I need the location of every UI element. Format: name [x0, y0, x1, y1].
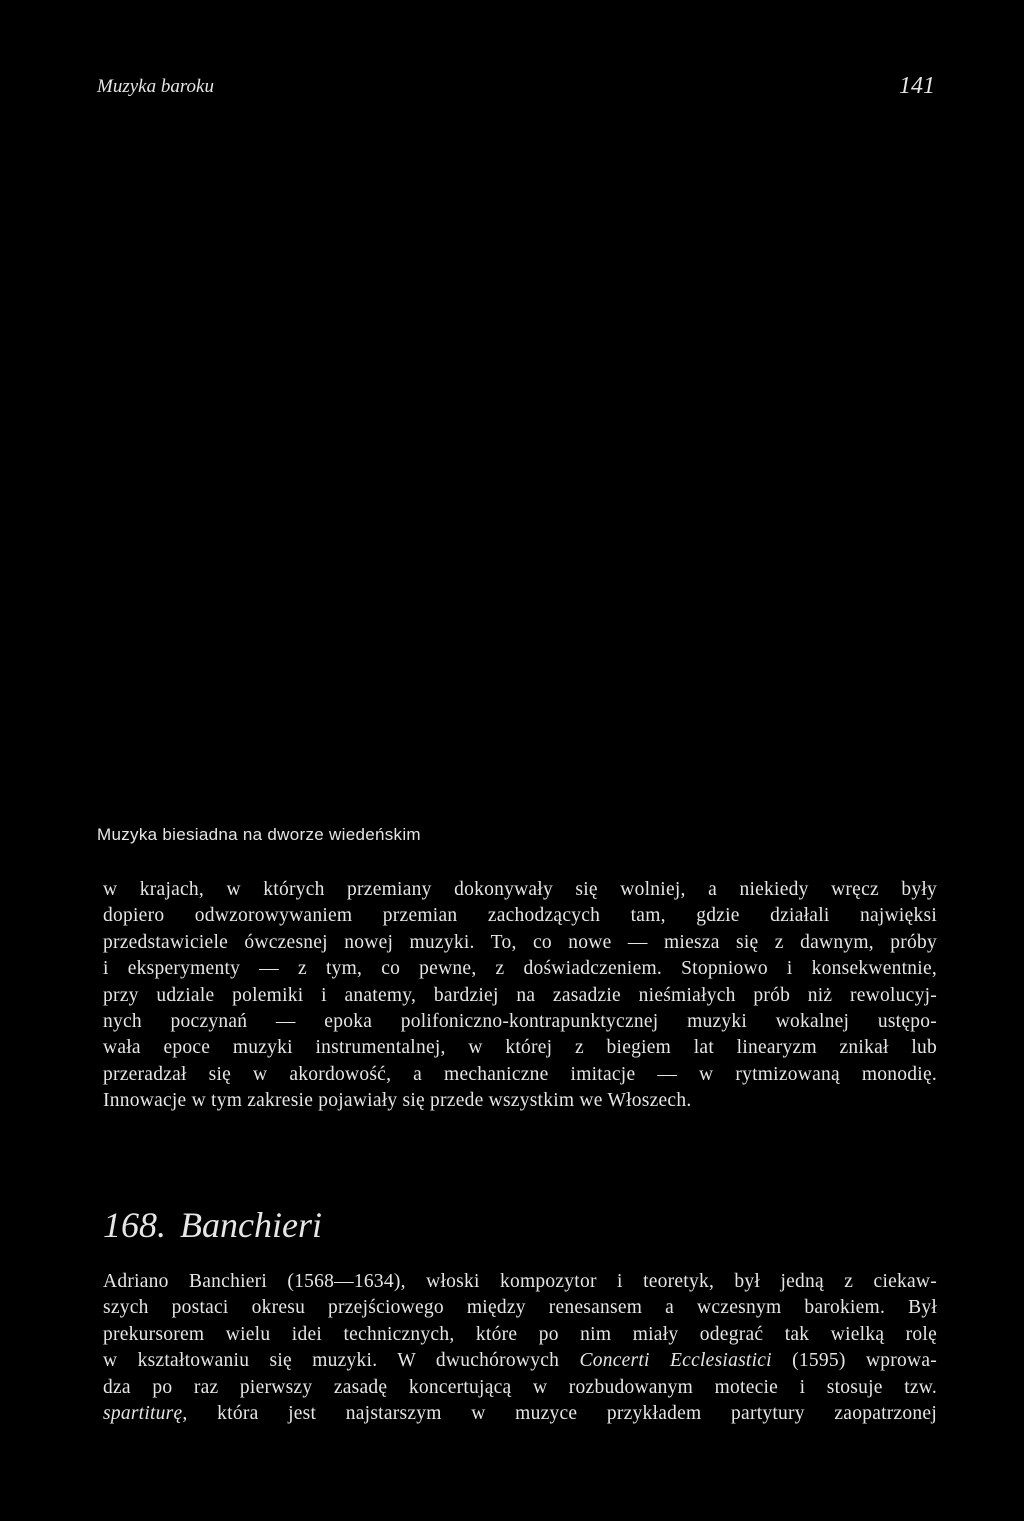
running-head-title: Muzyka baroku — [97, 76, 214, 97]
text-line — [103, 1348, 937, 1374]
text-line: w krajach, w których przemiany dokonywały się wolniej, a niekiedy wręcz były — [103, 879, 937, 900]
running-head — [97, 73, 935, 100]
text-line: szych postaci okresu przejściowego między renesansem a wczesnym barokiem. Był — [103, 1297, 937, 1319]
term-italic: spartiturę, — [103, 1402, 188, 1424]
page-number: 141 — [899, 73, 935, 99]
text-line: przeradzał się w akordowość, a mechaniczne imitacje — w rytmizowaną monodię. — [103, 1063, 937, 1085]
text-line: przy udziale polemiki i anatemy, bardziej na zasadzie nieśmiałych prób niż rewolucyj- — [103, 984, 937, 1006]
text-segment: w kształtowaniu się muzyki. W dwuchórowych — [103, 1350, 580, 1372]
section-title: Banchieri — [180, 1205, 322, 1245]
body-paragraph-2 — [103, 1269, 937, 1427]
text-segment: która jest najstarszym w muzyce przykładem partytury zaopatrzonej — [187, 1402, 937, 1424]
text-line: prekursorem wielu idei technicznych, które po nim miały odegrać tak wielką rolę — [103, 1323, 937, 1345]
text-line: dza po raz pierwszy zasadę koncertującą w rozbudowanym motecie i stosuje tzw. — [103, 1376, 937, 1398]
text-line: przedstawiciele ówczesnej nowej muzyki. To, co nowe — miesza się z dawnym, próby — [103, 931, 937, 953]
text-line: dopiero odwzorowywaniem przemian zachodzących tam, gdzie działali najwięksi — [103, 905, 937, 927]
text-line: nych poczynań — epoka polifoniczno-kontrapunktycznej muzyki wokalnej ustępo- — [103, 1010, 937, 1032]
figure-illustration — [97, 112, 935, 812]
section-heading — [103, 1204, 322, 1246]
text-line: Innowacje w tym zakresie pojawiały się przede wszystkim we Włoszech. — [103, 1090, 692, 1112]
text-line: i eksperymenty — z tym, co pewne, z doświadczeniem. Stopniowo i konsekwentnie, — [103, 958, 937, 980]
work-title: Concerti Ecclesiastici — [579, 1350, 772, 1372]
figure-caption: Muzyka biesiadna na dworze wiedeńskim — [97, 825, 421, 844]
text-line: wała epoce muzyki instrumentalnej, w której z biegiem lat linearyzm znikał lub — [103, 1037, 937, 1059]
body-paragraph-1 — [103, 877, 937, 1115]
section-number: 168. — [103, 1205, 166, 1245]
text-line — [103, 1401, 937, 1427]
text-segment: (1595) wprowa- — [771, 1350, 937, 1372]
text-line: Adriano Banchieri (1568—1634), włoski kompozytor i teoretyk, był jedną z ciekaw- — [103, 1271, 937, 1292]
